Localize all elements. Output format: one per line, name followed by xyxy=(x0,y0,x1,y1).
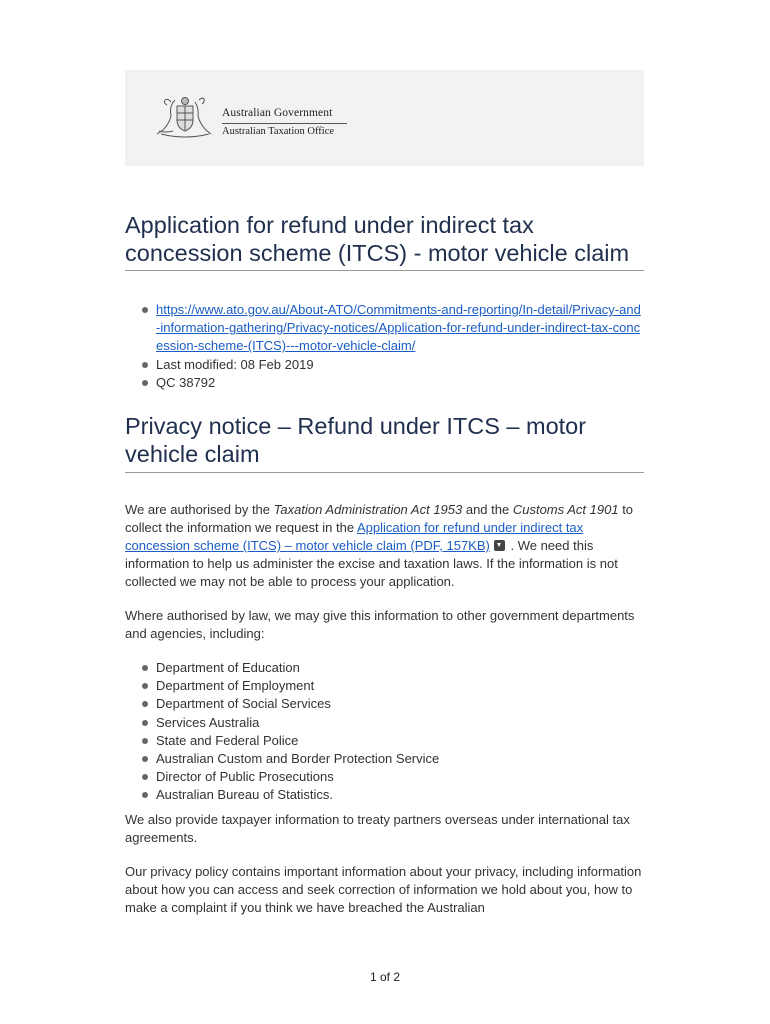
text-span: and the xyxy=(462,502,513,518)
department-list xyxy=(125,659,644,805)
page-url-link[interactable]: https://www.ato.gov.au/About-ATO/Commitments-and-reporting/In-detail/Privacy-and-information-gathering/Privacy-notices/Application-for-refund-under-indirect-tax-concession-scheme-(ITCS)---motor-vehicle-claim/ xyxy=(156,302,641,354)
list-item: Director of Public Prosecutions xyxy=(125,768,644,786)
agency-header xyxy=(125,70,644,166)
list-item: Department of Social Services xyxy=(125,695,644,713)
meta-url-item xyxy=(125,301,644,356)
list-item: Australian Bureau of Statistics. xyxy=(125,786,644,804)
agency-divider xyxy=(222,123,347,124)
agency-subname: Australian Taxation Office xyxy=(222,126,335,137)
application-pdf-link[interactable]: Application for refund under indirect tax concession scheme (ITCS) – motor vehicle claim (PDF, 157KB) xyxy=(125,520,584,554)
list-item: Services Australia xyxy=(125,714,644,732)
meta-last-modified: Last modified: 08 Feb 2019 xyxy=(125,356,644,374)
act-name: Taxation Administration Act 1953 xyxy=(273,502,463,518)
authority-paragraph xyxy=(125,501,644,591)
text-span: to collect the information we request in the xyxy=(125,502,634,536)
text-span: We are authorised by the xyxy=(125,502,274,518)
list-item: State and Federal Police xyxy=(125,732,644,750)
page-meta-list xyxy=(125,301,644,392)
act-name: Customs Act 1901 xyxy=(512,502,619,518)
coat-of-arms-icon xyxy=(153,94,217,140)
page-content xyxy=(125,212,644,917)
list-item: Department of Employment xyxy=(125,677,644,695)
page-number: 1 of 2 xyxy=(369,970,401,984)
disclosure-paragraph: Where authorised by law, we may give this information to other government departments and agencies, including: xyxy=(125,608,635,642)
text-span: . We need this information to help us administer the excise and taxation laws. If the information is not collected we may not be able to process your application. xyxy=(125,538,618,590)
page-title: Application for refund under indirect tax concession scheme (ITCS) - motor vehicle claim xyxy=(125,212,644,271)
agency-name: Australian Government xyxy=(222,107,333,119)
list-item: Australian Custom and Border Protection Service xyxy=(125,750,644,768)
list-item: Department of Education xyxy=(125,659,644,677)
meta-qc: QC 38792 xyxy=(125,374,644,392)
privacy-policy-paragraph: Our privacy policy contains important information about your privacy, including information about how you can access and seek correction of information we hold about you, how to make a complaint if you think we have breached the Australian xyxy=(125,863,642,915)
treaty-paragraph: We also provide taxpayer information to treaty partners overseas under international tax agreements. xyxy=(125,811,630,845)
section-heading: Privacy notice – Refund under ITCS – motor vehicle claim xyxy=(125,413,644,473)
download-icon[interactable] xyxy=(494,540,505,551)
